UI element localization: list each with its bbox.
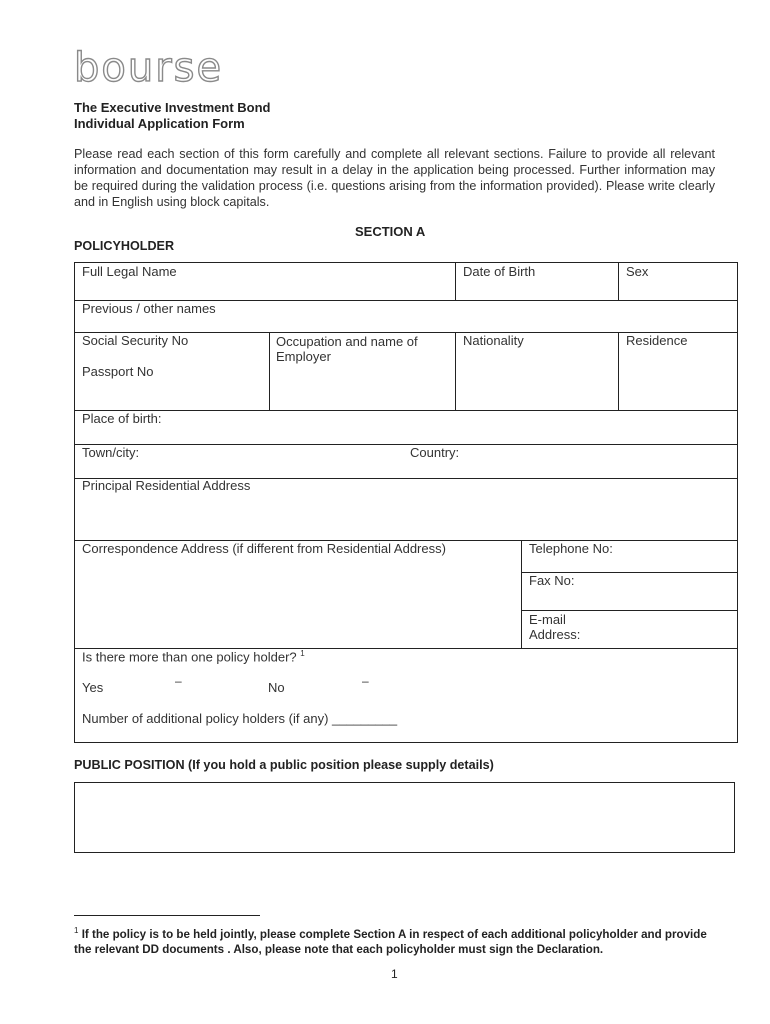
- telephone-field[interactable]: Telephone No:: [529, 541, 613, 556]
- logo-text: bourse: [74, 49, 224, 89]
- footnote-divider: [74, 915, 260, 916]
- footnote-text: If the policy is to be held jointly, please complete Section A in respect of each additional policyholder and provide the relevant DD documents . Also, please note that each policyholder must sign the Declaration.: [74, 927, 707, 956]
- residence-field[interactable]: Residence: [626, 333, 688, 348]
- principal-address-field[interactable]: Principal Residential Address: [82, 478, 251, 493]
- no-option-label: No: [268, 680, 285, 695]
- page-number: 1: [391, 967, 398, 981]
- fax-field[interactable]: Fax No:: [529, 573, 575, 588]
- form-title: The Executive Investment Bond: [74, 100, 271, 115]
- nationality-field[interactable]: Nationality: [463, 333, 524, 348]
- footnote-marker: 1: [74, 926, 79, 935]
- social-security-field[interactable]: Social Security No: [82, 333, 189, 348]
- public-position-input[interactable]: [74, 782, 735, 853]
- occupation-field[interactable]: Occupation and name of Employer: [276, 334, 418, 364]
- sex-field[interactable]: Sex: [626, 264, 649, 279]
- correspondence-address-field[interactable]: Correspondence Address (if different from Residential Address): [82, 541, 446, 556]
- additional-holders-field[interactable]: Number of additional policy holders (if any) _________: [82, 711, 398, 726]
- multiple-holders-text: Is there more than one policy holder?: [82, 649, 297, 665]
- bourse-logo: [74, 49, 334, 89]
- multiple-holders-question: [82, 649, 305, 664]
- place-of-birth-label: Place of birth:: [82, 411, 162, 426]
- date-of-birth-field[interactable]: Date of Birth: [463, 264, 536, 279]
- yes-checkbox[interactable]: –: [175, 674, 182, 688]
- country-field[interactable]: Country:: [410, 445, 460, 460]
- section-heading: SECTION A: [355, 224, 426, 239]
- full-legal-name-field[interactable]: Full Legal Name: [82, 264, 177, 279]
- intro-text: Please read each section of this form carefully and complete all relevant sections. Failure to provide all relevant information and documentation may result in a delay in the application being processed. Further information may be required during the validation process (i.e. questions arising from the information provided). Please write clearly and in English using block capitals.: [74, 147, 715, 209]
- policyholder-form: [74, 262, 738, 743]
- public-position-heading: PUBLIC POSITION (If you hold a public position please supply details): [74, 758, 494, 772]
- previous-names-field[interactable]: Previous / other names: [82, 301, 216, 316]
- email-field[interactable]: E-mail Address:: [529, 612, 581, 642]
- policyholder-heading: POLICYHOLDER: [74, 239, 175, 253]
- town-city-field[interactable]: Town/city:: [82, 445, 140, 460]
- footnote: [74, 923, 724, 957]
- form-subtitle: Individual Application Form: [74, 116, 245, 131]
- no-checkbox[interactable]: –: [362, 674, 369, 688]
- footnote-ref: 1: [300, 649, 305, 658]
- passport-field[interactable]: Passport No: [82, 364, 154, 379]
- yes-option-label: Yes: [82, 680, 104, 695]
